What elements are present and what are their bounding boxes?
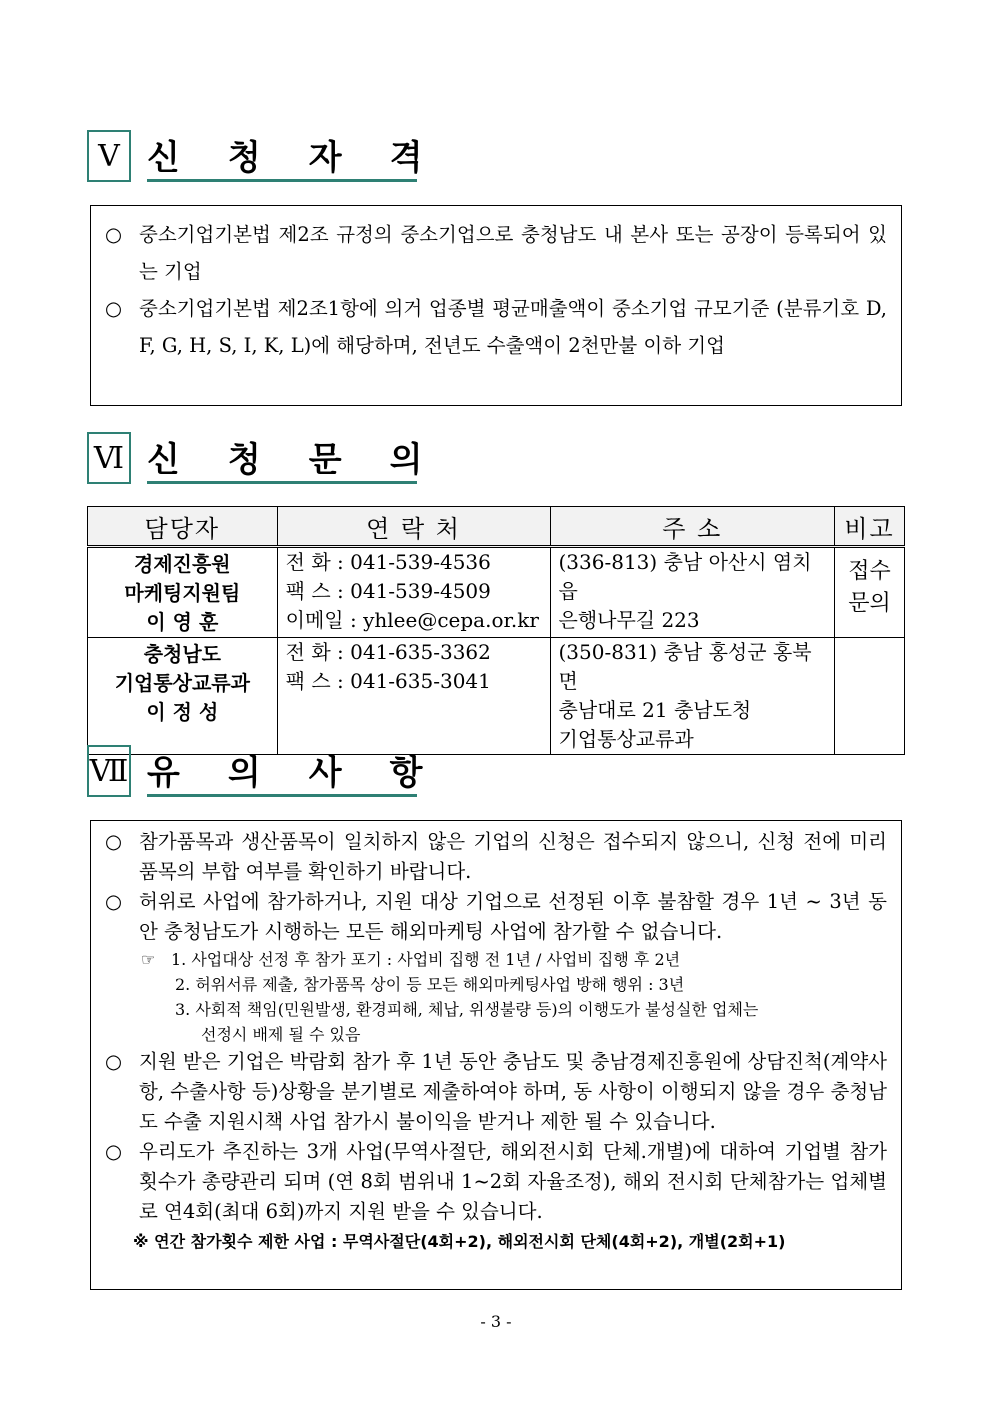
table-row	[88, 547, 905, 638]
pointing-hand-icon: ☞	[141, 950, 156, 969]
address-cell: (350-831) 충남 홍성군 홍북면 충남대로 21 충남도청 기업통상교류과	[550, 638, 835, 755]
header-person: 담당자	[88, 507, 278, 547]
header-address: 주 소	[550, 507, 835, 547]
penalty-note: 3. 사회적 책임(민원발생, 환경피해, 체납, 위생불량 등)의 이행도가 불성실한 업체는	[175, 1000, 759, 1019]
participation-limit-footnote: ※ 연간 참가횟수 제한 사업 : 무역사절단(4회+2), 해외전시회 단체(4회+2), 개별(2회+1)	[133, 1232, 786, 1251]
person-cell: 충청남도 기업통상교류과 이 정 성	[88, 638, 278, 755]
section-7-title: 유 의 사 항	[147, 745, 417, 797]
section-5-title: 신 청 자 격	[147, 130, 417, 182]
notice-item: ○ 허위로 사업에 참가하거나, 지원 대상 기업으로 선정된 이후 불참할 경우 1년 ~ 3년 동안 충청남도가 시행하는 모든 해외마케팅 사업에 참가할 수 없습니다.	[105, 890, 887, 943]
section-5-number: Ⅴ	[87, 130, 131, 182]
address-cell: (336-813) 충남 아산시 염치읍 은행나무길 223	[550, 547, 835, 638]
eligibility-item: ○ 중소기업기본법 제2조 규정의 중소기업으로 충청남도 내 본사 또는 공장이 등록되어 있는 기업	[105, 223, 887, 283]
notice-item: ○ 우리도가 추진하는 3개 사업(무역사절단, 해외전시회 단체.개별)에 대하여 기업별 참가횟수가 총량관리 되며 (연 8회 범위내 1~2회 자율조정), 해외 전시회 단체참가는 업체별로 연4회(최대 6회)까지 지원 받을 수 있습니다.	[105, 1140, 887, 1223]
penalty-note: 선정시 배제 될 수 있음	[201, 1025, 361, 1044]
contact-table	[87, 506, 905, 755]
header-memo: 비고	[835, 507, 905, 547]
email-link[interactable]: 이메일 : yhlee@cepa.or.kr	[285, 608, 539, 632]
section-6-number: Ⅵ	[87, 432, 131, 484]
table-header-row	[88, 507, 905, 547]
section-7-number: Ⅶ	[87, 745, 131, 797]
eligibility-box	[90, 205, 902, 406]
page-number: - 3 -	[480, 1312, 512, 1331]
person-cell: 경제진흥원 마케팅지원팀 이 영 훈	[88, 547, 278, 638]
penalty-note: 2. 허위서류 제출, 참가품목 상이 등 모든 해외마케팅사업 방해 행위 : 3년	[175, 975, 685, 994]
notice-item: ○ 참가품목과 생산품목이 일치하지 않은 기업의 신청은 접수되지 않으니, 신청 전에 미리 품목의 부합 여부를 확인하기 바랍니다.	[105, 830, 887, 883]
penalty-note: ☞ 1. 사업대상 선정 후 참가 포기 : 사업비 집행 전 1년 / 사업비 집행 후 2년	[91, 947, 901, 972]
section-6-title: 신 청 문 의	[147, 432, 417, 484]
memo-cell	[835, 638, 905, 755]
header-contact: 연 락 처	[277, 507, 550, 547]
notice-item: ○ 지원 받은 기업은 박람회 참가 후 1년 동안 충남도 및 충남경제진흥원에 상담진척(계약사항, 수출사항 등)상황을 분기별로 제출하여야 하며, 동 사항이 이행되지 않을 경우 충청남도 수출 지원시책 사업 참가시 불이익을 받거나 제한 될 수 있습니다.	[105, 1050, 887, 1133]
memo-cell: 접수 문의	[835, 547, 905, 638]
eligibility-item: ○ 중소기업기본법 제2조1항에 의거 업종별 평균매출액이 중소기업 규모기준 (분류기호 D, F, G, H, S, I, K, L)에 해당하며, 전년도 수출액이 2천만불 이하 기업	[105, 297, 887, 357]
notice-box	[90, 820, 902, 1290]
contact-cell: 전 화 : 041-635-3362 팩 스 : 041-635-3041	[277, 638, 550, 755]
table-row	[88, 638, 905, 755]
contact-cell: 전 화 : 041-539-4536 팩 스 : 041-539-4509 이메일 : yhlee@cepa.or.kr	[277, 547, 550, 638]
